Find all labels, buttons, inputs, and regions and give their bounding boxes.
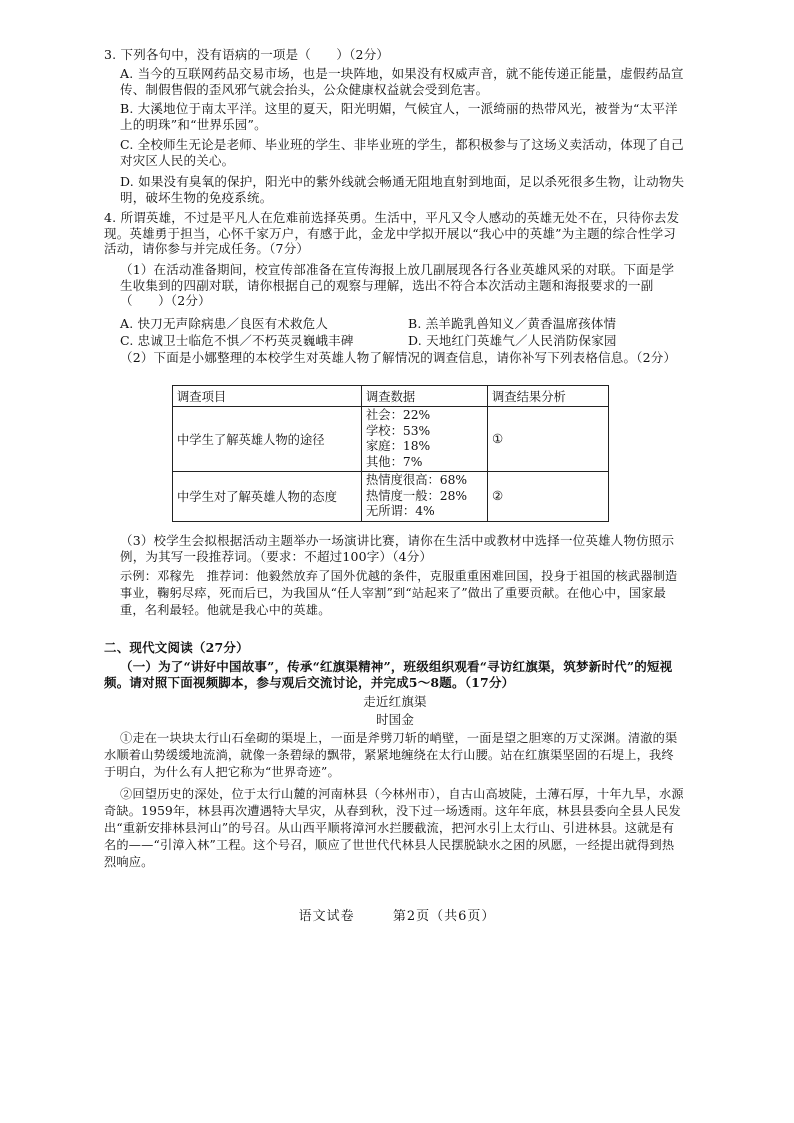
section2-heading: 二、现代文阅读（27分） (104, 640, 249, 655)
section2-intro: （一）为了“讲好中国故事”，传承“红旗渠精神”，班级组织观看“寻访红旗渠，筑梦新时代”的短视频。请对照下面视频脚本，参与观后交流讨论，并完成5～8题。（17分） (104, 659, 673, 690)
q4-sub1: （1）在活动准备期间，校宣传部准备在宣传海报上放几副展现各行各业英雄风采的对联。下面是学生收集到的四副对联，请你根据自己的观察与理解，选出不符合本次活动主题和海报要求的一副（ ）（2分） (120, 262, 675, 308)
q4-sub3: （3）校学生会拟根据活动主题举办一场演讲比赛，请你在生活中或教材中选择一位英雄人物仿照示例，为其写一段推荐词。（要求：不超过100字）（4分） (120, 533, 675, 564)
footer-page-number: 第2页（共6页） (392, 909, 496, 924)
data-line: 热情度一般：28% (366, 488, 468, 503)
table-cell-analysis-blank: ① (488, 407, 609, 472)
data-line: 学校：53% (366, 423, 431, 438)
table-row (173, 472, 609, 522)
article-author: 时国金 (375, 712, 415, 727)
page-footer (0, 905, 794, 924)
q3-stem: 3. 下列各句中，没有语病的一项是（ ）（2分） (104, 47, 390, 62)
q3-option-a: A. 当今的互联网药品交易市场，也是一块阵地，如果没有权威声音，就不能传递正能量，虚假药品宣传、制假售假的歪风邪气就会抬头，公众健康权益就会受到危害。 (120, 66, 684, 97)
footer-subject: 语文试卷 (298, 909, 355, 924)
data-line: 社会：22% (366, 408, 431, 422)
q3-option-d: D. 如果没有臭氧的保护，阳光中的紫外线就会畅通无阻地直射到地面，足以杀死很多生物，让动物失明，破坏生物的免疫系统。 (120, 174, 685, 205)
table-cell-item: 中学生对了解英雄人物的态度 (173, 472, 362, 522)
table-header-data: 调查数据 (362, 386, 488, 407)
table-cell-data (362, 407, 488, 472)
data-line: 热情度很高：68% (366, 473, 468, 487)
q4-sub1-option-a: A. 快刀无声除病患／良医有术救危人 (120, 316, 329, 331)
q4-sub1-option-c: C. 忠诚卫士临危不惧／不朽英灵巍峨丰碑 (120, 333, 354, 348)
data-line: 其他：7% (366, 454, 423, 469)
article-paragraph-2: ②回望历史的深处，位于太行山麓的河南林县（今林州市），自古山高坡陡，土薄石厚，十年九旱，水源奇缺。1959年，林县再次遭遇特大旱灾，从春到秋，没下过一场透雨。这年年底，林县县委向全县人民发出“重新安排林县河山”的号召。从山西平顺将漳河水拦腰截流，把河水引上太行山、引进林县。这就是有名的——“引漳入林”工程。这个号召，顺应了世世代代林县人民摆脱缺水之困的夙愿，一经提出就得到热烈响应。 (104, 787, 684, 869)
q4-sub1-option-b: B. 羔羊跪乳兽知义／黄香温席孩体情 (408, 316, 617, 331)
q4-sub1-option-d: D. 天地红门英雄气／人民消防保家园 (408, 333, 617, 348)
table-cell-item: 中学生了解英雄人物的途径 (173, 407, 362, 472)
q4-stem: 4. 所谓英雄，不过是平凡人在危难前选择英勇。生活中，平凡又令人感动的英雄无处不在，只待你去发现。英雄勇于担当，心怀千家万户，有感于此，金龙中学拟开展以“我心中的英雄”为主题的综合性学习活动，请你参与并完成任务。（7分） (104, 210, 680, 256)
q3-option-c: C. 全校师生无论是老师、毕业班的学生、非毕业班的学生，都积极参与了这场义卖活动，体现了自己对灾区人民的关心。 (120, 137, 684, 168)
data-line: 无所谓：4% (366, 504, 435, 518)
table-header-row (173, 386, 609, 407)
table-row (173, 407, 609, 472)
article-paragraph-1: ①走在一块块太行山石垒砌的渠堤上，一面是斧劈刀斩的峭壁，一面是望之胆寒的万丈深渊。清澈的渠水顺着山势缓缓地流淌，就像一条碧绿的飘带，紧紧地缠绕在太行山腰。站在红旗渠坚固的石堤上，我终于明白，为什么有人把它称为“世界奇迹”。 (104, 731, 678, 779)
q4-sub2: （2）下面是小娜整理的本校学生对英雄人物了解情况的调查信息，请你补写下列表格信息。（2分） (120, 350, 677, 365)
survey-table (172, 385, 609, 522)
data-line: 家庭：18% (366, 439, 431, 453)
table-cell-data (362, 472, 488, 522)
table-header-item: 调查项目 (173, 386, 362, 407)
table-header-analysis: 调查结果分析 (488, 386, 609, 407)
q4-example: 示例：邓稼先 推荐词：他毅然放弃了国外优越的条件，克服重重困难回国，投身于祖国的核武器制造事业，鞠躬尽瘁，死而后已，为我国从“任人宰割”到“站起来了”做出了重要贡献。在他心中，国家最重，名利最轻。他就是我心中的英雄。 (120, 569, 678, 617)
article-title: 走近红旗渠 (363, 694, 427, 709)
table-cell-analysis-blank: ② (488, 472, 609, 522)
q3-option-b: B. 大溪地位于南太平洋。这里的夏天，阳光明媚，气候宜人，一派绮丽的热带风光，被誉为“太平洋上的明珠”和“世界乐园”。 (120, 101, 678, 132)
